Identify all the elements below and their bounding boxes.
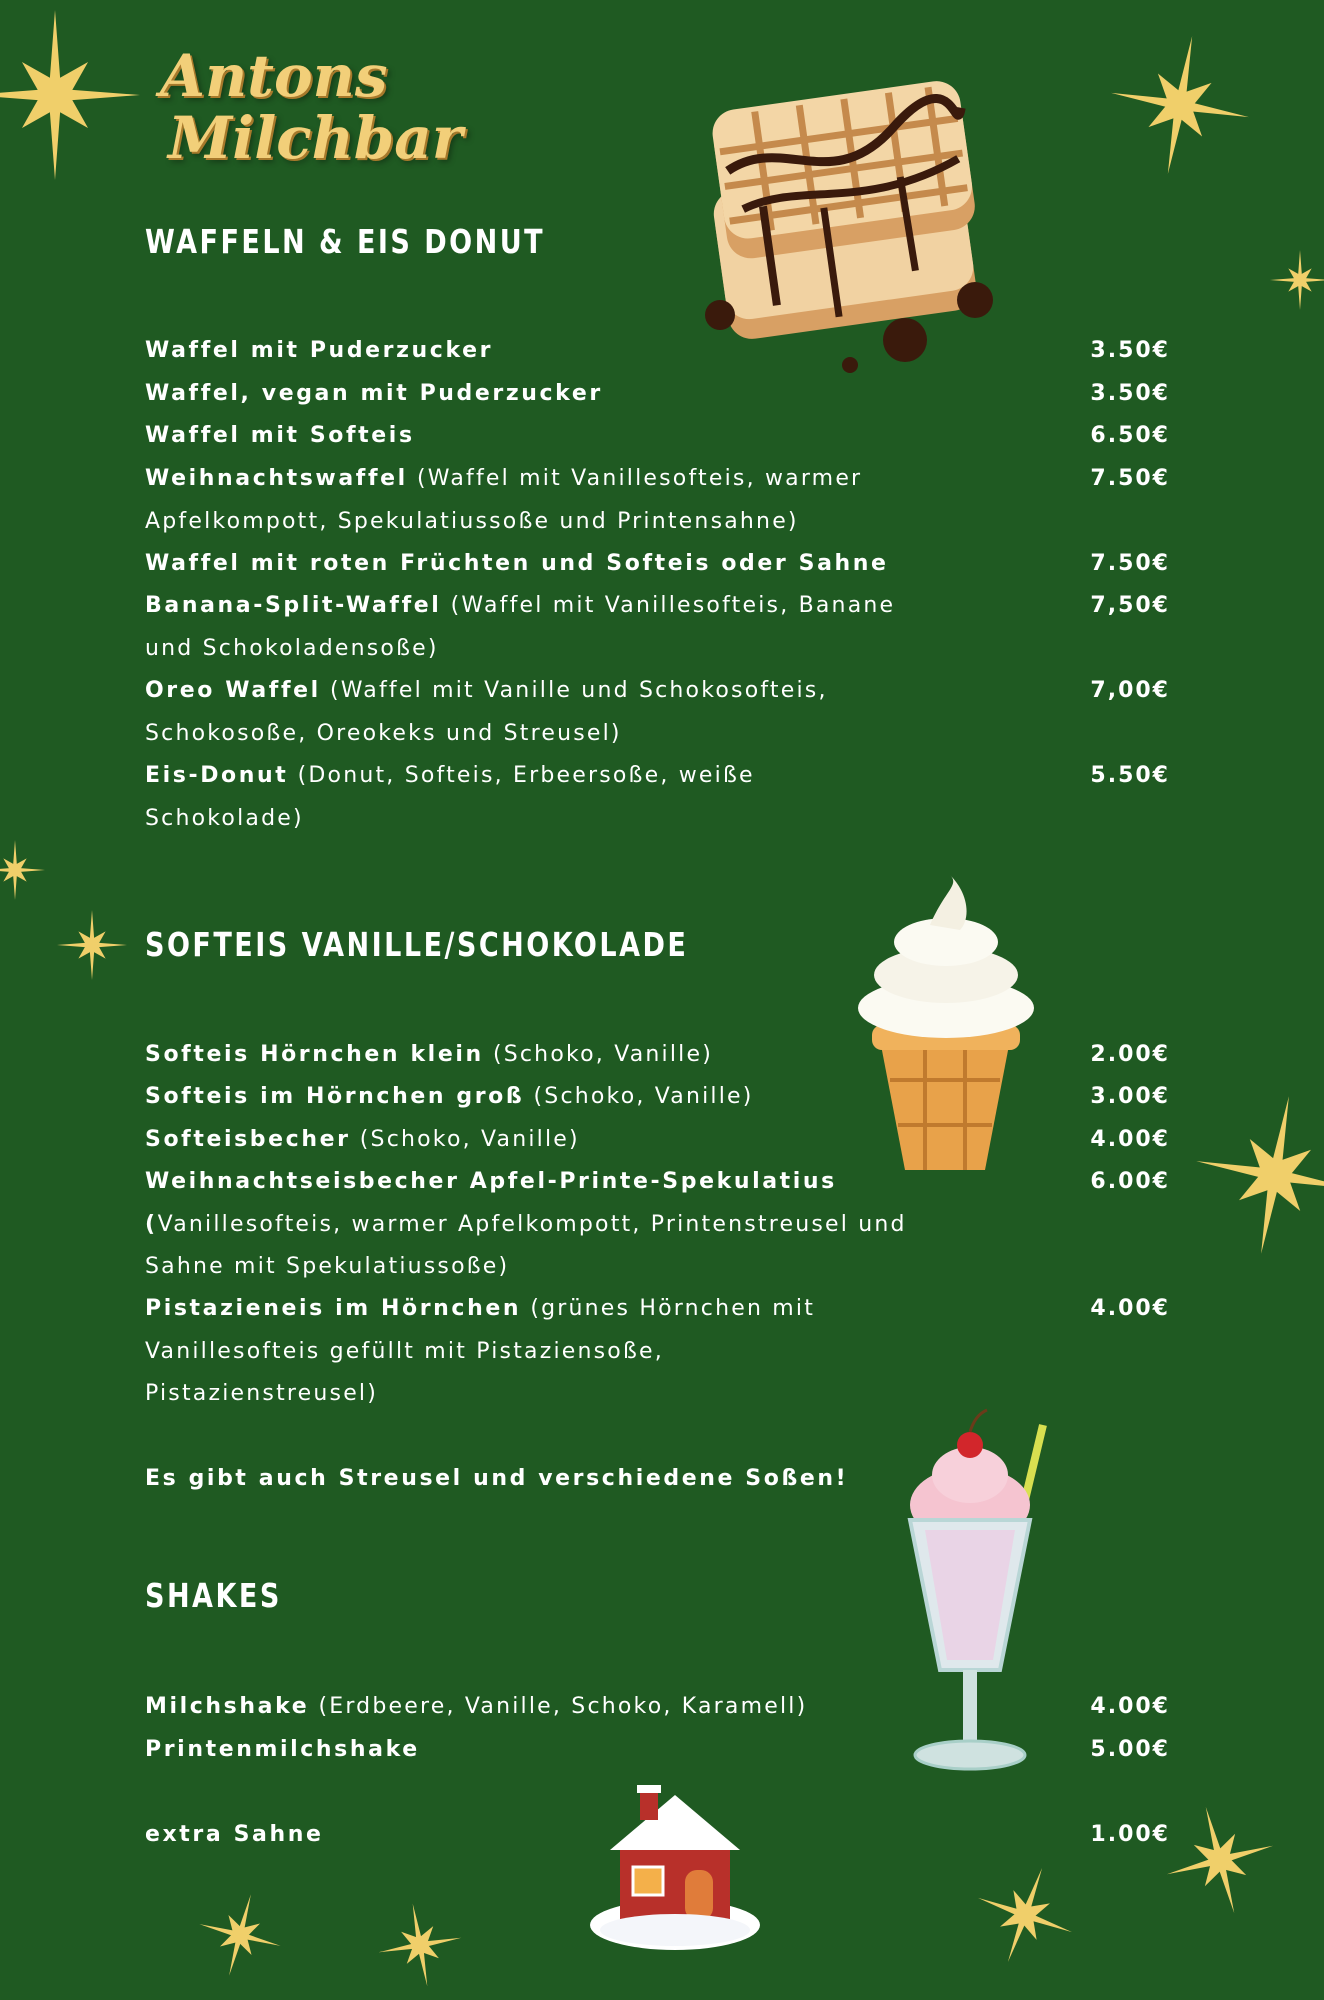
menu-item [145,543,1170,586]
menu-item [145,585,1170,670]
menu-item [145,458,1170,543]
item-description: (Schoko, Vanille) [524,1084,754,1109]
item-name: Oreo Waffel [145,678,321,703]
section-title-softeis: SOFTEIS VANILLE/SCHOKOLADE [145,925,689,964]
item-description: (Waffel mit Vanillesofteis, Banane und Schokoladensoße) [145,593,896,661]
logo-line-2: Milchbar [168,104,463,172]
item-description: (Erdbeere, Vanille, Schoko, Karamell) [309,1694,808,1719]
item-name: Waffel mit Puderzucker [145,338,494,363]
item-name: Waffel mit Softeis [145,423,415,448]
menu-item [145,373,1170,416]
item-price: 4.00€ [1090,1694,1170,1719]
menu-item [145,1729,1170,1772]
item-price: 6.50€ [1090,423,1170,448]
item-price: 4.00€ [1090,1296,1170,1321]
item-description: (Waffel mit Vanillesofteis, warmer Apfelkompott, Spekulatiussoße und Printensahne) [145,466,863,534]
item-price: 3.50€ [1090,381,1170,406]
item-name: Waffel, vegan mit Puderzucker [145,381,603,406]
item-price: 2.00€ [1090,1042,1170,1067]
item-description: (grünes Hörnchen mit Vanillesofteis gefüllt mit Pistaziensoße, Pistazienstreusel) [145,1296,816,1406]
item-description: (Schoko, Vanille) [350,1127,580,1152]
item-price: 6.00€ [1090,1169,1170,1194]
menu-item [145,1034,1170,1077]
item-name: Softeisbecher [145,1127,351,1152]
item-name: Weihnachtseisbecher Apfel-Printe-Spekulatius ( [145,1169,837,1237]
menu-item [145,1076,1170,1119]
logo-line-1: Antons [160,42,388,110]
toppings-note: Es gibt auch Streusel und verschiedene Soßen! [145,1466,849,1491]
menu-item [145,1161,1170,1289]
section-title-waffeln: WAFFELN & EIS DONUT [145,222,546,261]
menu-item [145,415,1170,458]
menu-item [145,1814,1170,1857]
item-name: Softeis Hörnchen klein [145,1042,484,1067]
item-price: 7,50€ [1090,593,1170,618]
item-name: extra Sahne [145,1822,324,1847]
item-name: Milchshake [145,1694,310,1719]
item-name: Eis-Donut [145,763,289,788]
brand-logo [160,42,480,172]
item-price: 4.00€ [1090,1127,1170,1152]
item-price: 7,00€ [1090,678,1170,703]
menu-item [145,1119,1170,1162]
item-name: Softeis im Hörnchen groß [145,1084,525,1109]
item-price: 7.50€ [1090,551,1170,576]
menu-item [145,670,1170,755]
item-name: Weihnachtswaffel [145,466,408,491]
item-name: Waffel mit roten Früchten und Softeis oder Sahne [145,551,889,576]
item-description: Vanillesofteis, warmer Apfelkompott, Printenstreusel und Sahne mit Spekulatiussoße) [145,1211,907,1279]
item-price: 3.50€ [1090,338,1170,363]
gingerbread-house-illustration [585,1775,765,1955]
menu-item [145,755,1170,840]
item-name: Printenmilchshake [145,1737,420,1762]
item-price: 5.00€ [1090,1737,1170,1762]
item-price: 1.00€ [1090,1822,1170,1847]
item-name: Banana-Split-Waffel [145,593,442,618]
item-price: 5.50€ [1090,763,1170,788]
item-price: 3.00€ [1090,1084,1170,1109]
section-title-shakes: SHAKES [145,1576,282,1615]
item-description: (Schoko, Vanille) [483,1042,714,1067]
menu-item [145,1288,1170,1416]
waffle-illustration [675,65,1015,375]
item-name: Pistazieneis im Hörnchen [145,1296,522,1321]
item-description: (Waffel mit Vanille und Schokosofteis, Schokosoße, Oreokeks und Streusel) [145,678,828,746]
item-price: 7.50€ [1090,466,1170,491]
menu-item [145,330,1170,373]
item-description: (Donut, Softeis, Erbeersoße, weiße Schokolade) [145,763,755,831]
menu-item [145,1686,1170,1729]
